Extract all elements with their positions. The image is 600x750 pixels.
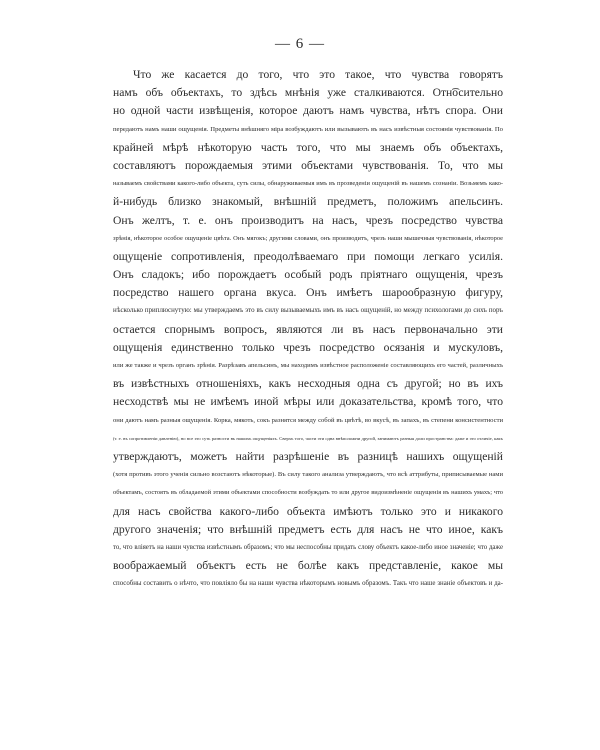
text-line: ощущеніе сопротивленія, преодолѣваемаго при помощи легкаго усилія. bbox=[113, 249, 503, 263]
text-line: (т. е. въ сопротивленіи давленію), но все это суть разности въ нашихъ ощущеніяхъ. Сверхъ того, части эти одна внѣположни другой, занимаютъ разныя доли пространства: даже и это отличіе, какъ bbox=[113, 435, 503, 441]
text-line: (хотя противъ этого ученія сильно возстаютъ нѣкоторые). Въ силу такого анализа утверждаютъ, что всѣ аттрибуты, приписываемые нами bbox=[113, 471, 503, 479]
text-line: объектамъ, состоятъ въ обладаемой этими объектами способности возбуждать то или другое видоизмѣненіе ощущенія въ нашихъ умахъ; что bbox=[113, 489, 503, 497]
text-line: но одной части извѣщенія, которое даютъ намъ чувства, нѣтъ спора. Они bbox=[113, 104, 503, 118]
text-line: ощущенія единственно только чрезъ посредство осязанія и мускуловъ, bbox=[113, 340, 503, 354]
text-line: нѣсколько приплюснутую: мы утверждаемъ это въ силу вызываемыхъ имъ въ насъ ощущеній, но между психологами до сихъ поръ bbox=[113, 307, 503, 315]
text-line: они даютъ намъ разныя ощущенія. Корка, мякоть, сокъ разнятся между собой въ цвѣтѣ, во вкусѣ, въ запахъ, въ степени консистентности bbox=[113, 416, 503, 424]
text-line: крайней мѣрѣ нѣкоторую часть того, что мы знаемъ объ объектахъ, bbox=[113, 140, 503, 154]
page-number: — 6 — bbox=[275, 36, 325, 52]
text-line: й-нибудь близко знакомый, внѣшній предметъ, положимъ апельсинъ. bbox=[113, 195, 503, 209]
text-line: Онъ сладокъ; ибо порождаетъ особый родъ пріятнаго ощущенія, чрезъ bbox=[113, 268, 503, 282]
text-line: остается спорнымъ вопросъ, являются ли въ насъ первоначально эти bbox=[113, 322, 503, 336]
text-line: передаютъ намъ наши ощущенія. Предметы внѣшняго міра возбуждаютъ или вызываютъ въ насъ извѣстныя состоянія чувствованія. По bbox=[113, 125, 503, 133]
text-line: другого значенія; что внѣшній предметъ есть для насъ не что иное, какъ bbox=[113, 522, 503, 536]
text-line: Онъ желтъ, т. е. онъ производитъ на насъ, чрезъ посредство чувства bbox=[113, 213, 503, 227]
text-line: намъ объ объектахъ, то здѣсь мнѣнія уже сталкиваются. Отн͡осительно bbox=[113, 86, 503, 100]
text-line: составляютъ порождаемыя этими объектами чувствованія. То, что мы bbox=[113, 158, 503, 172]
text-line: посредство нашего органа вкуса. Онъ имѣетъ шарообразную фигуру, bbox=[113, 286, 503, 300]
text-line: зрѣнія, нѣкоторое особое ощущеніе цвѣта. Онъ мягокъ; другими словами, онъ производитъ, чрезъ наши мышечныя чувствованія, нѣкоторое bbox=[113, 234, 503, 242]
text-line: воображаемый объектъ есть не болѣе какъ представленіе, какое мы bbox=[113, 559, 503, 573]
text-line: то, что вліяетъ на наши чувства извѣстнымъ образомъ; что мы неспособны придать слову объектъ какое-либо иное значеніе; что даже bbox=[113, 543, 503, 551]
text-line: утверждаютъ, можетъ найти разрѣшеніе въ разницѣ нашихъ ощущеній bbox=[113, 449, 503, 463]
text-line: Что же касается до того, что это такое, что чувства говорятъ bbox=[133, 68, 503, 81]
text-line: или же также и чрезъ органъ зрѣнія. Разрѣзавъ апельсинъ, мы находимъ извѣстное расположеніе составляющихъ его частей, различныхъ bbox=[113, 362, 503, 369]
text-line: въ извѣстныхъ отношеніяхъ, какъ несходныя одна съ другой; но въ ихъ bbox=[113, 377, 503, 391]
body-text bbox=[113, 66, 503, 593]
text-line: для насъ свойства какого-либо объекта имѣютъ только это и никакого bbox=[113, 504, 503, 518]
text-line: способны составить о нѣчто, что повліяло бы на наши чувства нѣкоторымъ новымъ образомъ. Такъ что наше знаніе объектовъ и да- bbox=[113, 580, 503, 588]
text-line: называемъ свойствами какого-либо объекта, суть силы, обнаруживаемыя имъ въ прозведеніи ощущеній въ нашемъ сознаніи. Возьмемъ како- bbox=[113, 180, 503, 188]
text-line: несходствѣ мы не имѣемъ иной мѣры или доказательства, кромѣ того, что bbox=[113, 395, 503, 409]
